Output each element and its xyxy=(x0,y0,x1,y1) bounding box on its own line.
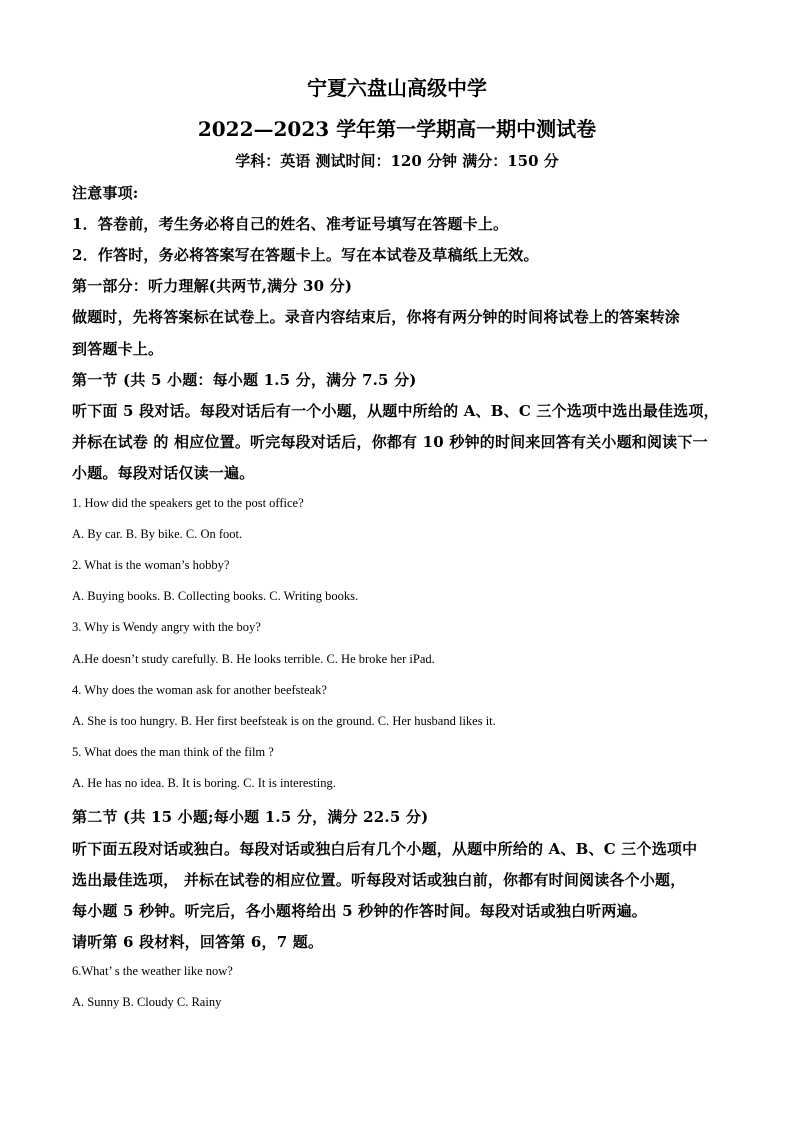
question-options: A. He has no idea. B. It is boring. C. It is interesting. xyxy=(72,776,336,790)
section1-instruction: 听下面 5 段对话。每段对话后有一个小题，从题中所给的 A、B、C 三个选项中选出最佳选项， xyxy=(72,402,719,420)
exam-meta: 学科：英语 测试时间：120 分钟 满分：150 分 xyxy=(235,152,559,170)
material-heading: 请听第 6 段材料，回答第 6，7 题。 xyxy=(72,933,324,951)
section1-instruction: 小题。每段对话仅读一遍。 xyxy=(72,464,255,482)
part1-heading: 第一部分：听力理解(共两节,满分 30 分) xyxy=(72,277,353,295)
section1-instruction: 并标在试卷 的 相应位置。听完每段对话后，你都有 10 秒钟的时间来回答有关小题和阅读下一 xyxy=(72,433,708,451)
question-text: 6.What’ s the weather like now? xyxy=(72,964,233,978)
section2-instruction: 选出最佳选项， 并标在试卷的相应位置。听每段对话或独白前，你都有时间阅读各个小题， xyxy=(72,871,686,889)
note-item: 1．答卷前，考生务必将自己的姓名、准考证号填写在答题卡上。 xyxy=(72,215,509,233)
exam-title: 2022—2023 学年第一学期高一期中测试卷 xyxy=(197,117,597,141)
question-text: 5. What does the man think of the film ? xyxy=(72,745,274,759)
question-options: A. By car. B. By bike. C. On foot. xyxy=(72,527,243,541)
question-text: 3. Why is Wendy angry with the boy? xyxy=(72,620,261,634)
note-item: 2．作答时，务必将答案写在答题卡上。写在本试卷及草稿纸上无效。 xyxy=(72,246,539,264)
question-options: A. Sunny B. Cloudy C. Rainy xyxy=(72,995,222,1009)
section2-instruction: 每小题 5 秒钟。听完后，各小题将给出 5 秒钟的作答时间。每段对话或独白听两遍。 xyxy=(72,902,647,920)
question-text: 1. How did the speakers get to the post office? xyxy=(72,496,304,510)
part1-instruction: 做题时，先将答案标在试卷上。录音内容结束后，你将有两分钟的时间将试卷上的答案转涂 xyxy=(72,308,681,326)
question-text: 2. What is the woman’s hobby? xyxy=(72,558,230,572)
question-text: 4. Why does the woman ask for another beefsteak? xyxy=(72,683,327,697)
section2-instruction: 听下面五段对话或独白。每段对话或独白后有几个小题，从题中所给的 A、B、C 三个选项中 xyxy=(72,840,698,858)
notes-heading: 注意事项: xyxy=(72,184,139,202)
section2-heading: 第二节 (共 15 小题;每小题 1.5 分，满分 22.5 分) xyxy=(72,808,429,826)
part1-instruction: 到答题卡上。 xyxy=(72,340,164,358)
question-options: A. Buying books. B. Collecting books. C. Writing books. xyxy=(72,589,359,603)
question-options: A. She is too hungry. B. Her first beefsteak is on the ground. C. Her husband likes it. xyxy=(72,714,496,728)
school-name: 宁夏六盘山高级中学 xyxy=(307,76,487,100)
section1-heading: 第一节 (共 5 小题：每小题 1.5 分，满分 7.5 分) xyxy=(72,371,417,389)
question-options: A.He doesn’t study carefully. B. He looks terrible. C. He broke her iPad. xyxy=(72,652,435,666)
